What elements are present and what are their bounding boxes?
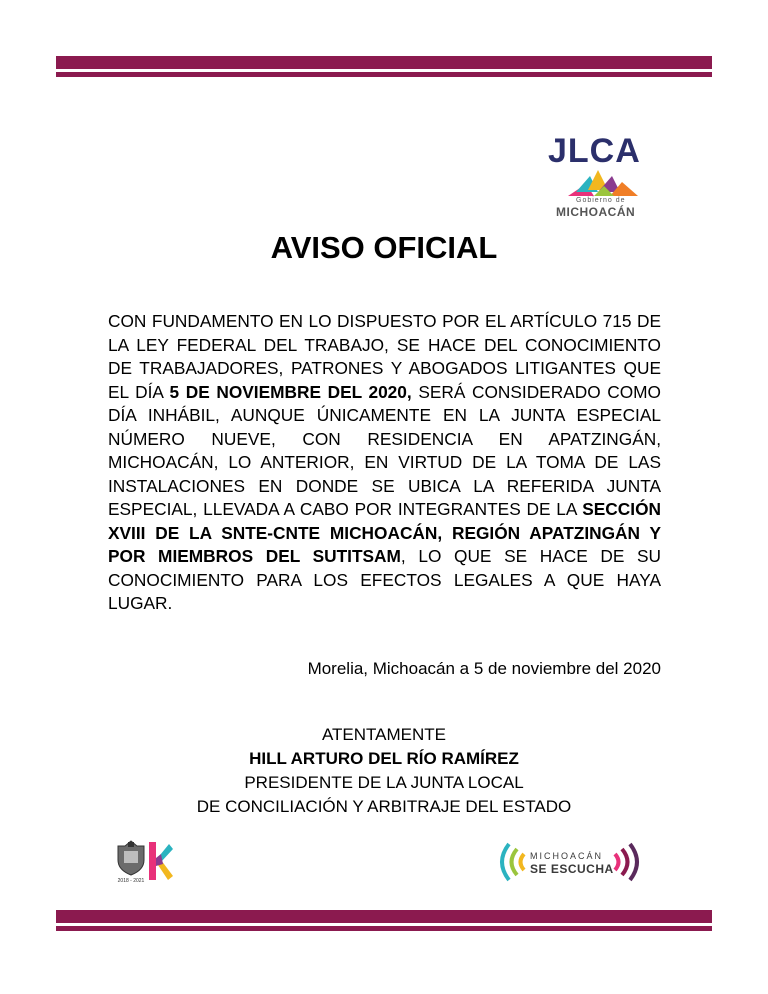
jlca-gobierno-label: Gobierno de [576, 197, 626, 204]
closing-text: ATENTAMENTE [321, 725, 447, 744]
signatory-role-line-2: DE CONCILIACIÓN Y ARBITRAJE DEL ESTADO [196, 797, 572, 816]
notice-body [108, 310, 661, 616]
seal-years: 2018 - 2021 [117, 878, 145, 884]
escucha-line-1: MICHOACÁN [530, 851, 604, 861]
k-logo-icon [147, 840, 173, 882]
signatory-name: HILL ARTURO DEL RÍO RAMÍREZ [249, 749, 519, 768]
state-seal [111, 838, 151, 888]
jlca-state-label: MICHOACÁN [556, 205, 636, 219]
signature-block [0, 723, 768, 819]
body-bold-groups: SECCIÓN XVIII DE LA SNTE-CNTE MICHOACÁN, REGIÓN APATZINGÁN Y POR MIEMBROS DEL SUTITSAM [108, 499, 661, 566]
page-title: AVISO OFICIAL [270, 230, 498, 265]
dateline: Morelia, Michoacán a 5 de noviembre del 2020 [307, 659, 661, 678]
body-text-part-3: , LO QUE SE HACE DE SU CONOCIMIENTO PARA LOS EFECTOS LEGALES A QUE HAYA LUGAR. [108, 546, 661, 613]
body-text-part-2: SERÁ CONSIDERADO COMO DÍA INHÁBIL, AUNQUE ÚNICAMENTE EN LA JUNTA ESPECIAL NÚMERO NUEVE, CON RESIDENCIA EN APATZINGÁN, MICHOACÁN, LO ANTERIOR, EN VIRTUD DE LA TOMA DE LAS INSTALACIONES EN DONDE SE UBICA LA REFERIDA JUNTA ESPECIAL, LLEVADA A CABO POR INTEGRANTES DE LA [108, 381, 661, 519]
signatory-role-line-1: PRESIDENTE DE LA JUNTA LOCAL [244, 773, 524, 792]
top-decorative-band [56, 56, 712, 77]
jlca-flower-icon [564, 170, 642, 198]
coat-of-arms-icon [111, 838, 151, 878]
escucha-line-2: SE ESCUCHA [530, 862, 614, 876]
body-text-part-1: CON FUNDAMENTO EN LO DISPUESTO POR EL ARTÍCULO 715 DE LA LEY FEDERAL DEL TRABAJO, SE HACE DEL CONOCIMIENTO DE TRABAJADORES, PATRONES Y ABOGADOS LITIGANTES QUE EL DÍA [108, 311, 661, 402]
jlca-logo-text: JLCA [548, 132, 641, 170]
jlca-logo [548, 134, 656, 220]
michoacan-se-escucha-logo [487, 840, 652, 884]
bottom-decorative-band [56, 910, 712, 931]
body-bold-date: 5 DE NOVIEMBRE DEL 2020, [169, 381, 412, 402]
